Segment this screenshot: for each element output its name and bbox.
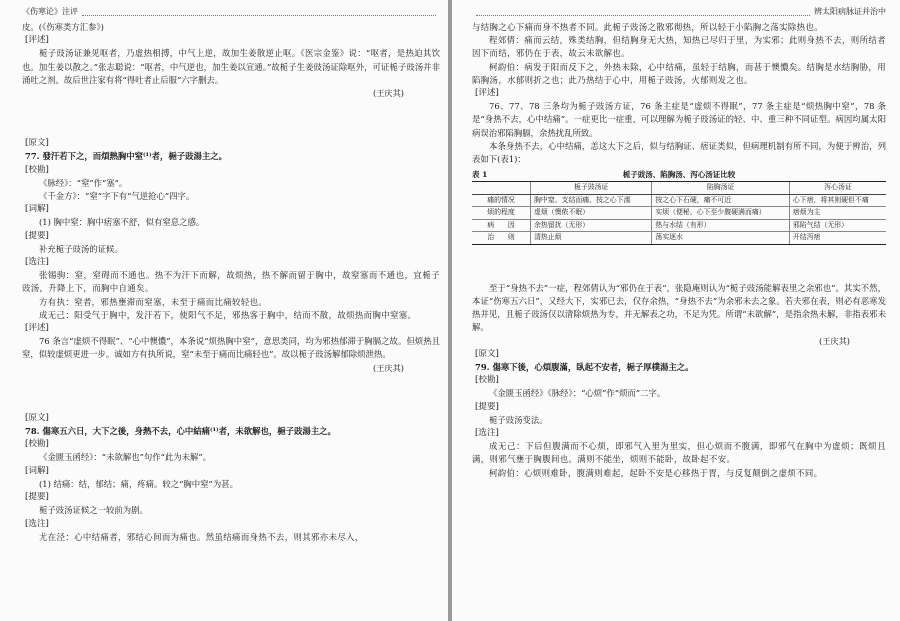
section-label: [选注] (25, 257, 49, 268)
table-header-cell: 栀子豉汤证 (531, 182, 652, 195)
right-page-body-bottom (472, 261, 886, 480)
spacer (22, 391, 440, 396)
table-body (472, 194, 886, 244)
body-para: 与结胸之心下痛而身不热者不同。此栀子豉汤之散邪彻热，所以轻于小陷胸之荡实除热也。 (472, 22, 823, 32)
spacer (22, 116, 440, 121)
section-label: [提要] (475, 401, 499, 412)
table-cell: 荡实逐水 (652, 232, 790, 245)
body-para: (1) 胸中窒：胸中痞塞不舒，似有窒息之感。 (39, 217, 205, 228)
body-para: (1) 结痛：结，郁结；痛，疼痛。较之“胸中窒”为甚。 (39, 478, 238, 489)
section-label: [评述] (25, 323, 49, 334)
header-dotted-rule (82, 9, 436, 16)
table-cell: 实烦（便秘，心下至少腹硬满而痛） (652, 207, 790, 220)
body-para: 《金匮玉函经》：“未欲解也”句作“此为未解”。 (39, 452, 212, 463)
comparison-table (472, 181, 886, 245)
table-cell: 虚烦（懊侬不眠） (531, 207, 652, 220)
section-label: [提要] (25, 230, 49, 241)
author-signature: (王庆其) (373, 88, 404, 99)
section-label: [原文] (25, 412, 49, 423)
table-cell: 热与水结（有形） (652, 219, 790, 232)
right-page-body-top (472, 21, 886, 166)
body-para: 柯韵伯：心烦则难卧，腹满则难起，起卧不安是心移热于胃，与反复颠倒之虚烦不同。 (489, 467, 823, 478)
body-para: 至于“身热不去”一症，程郊倩认为“邪仍在于表”，张隐庵则认为“栀子豉汤能解表里之余邪也”。其实不然，本证“伤寒五六日”，又经大下，实邪已去，仅存余热，“身热不去”为余邪未去之象。若夫邪在表，则必有恶寒发热并见，且栀子豉汤仅以清除烦热为专，并无解表之功，不足为凭。所谓“未欲解”，是指余热未解，非指表邪未解。 (472, 282, 886, 333)
table-header-cell: 陷胸汤证 (652, 182, 790, 195)
body-para: 栀子豉汤证兼见呕者，乃虚热相搏，中气上逆，故加生姜散逆止呕。《医宗金鉴》说：“呕者，是热迫其饮也。加生姜以散之。”张志聪说：“呕者，中气逆也，加生姜以宣通。”故栀子生姜豉汤证除呕外，可证栀子豉汤并非涌吐之剂。故后世注家有将“得吐者止后服”六字删去。 (22, 48, 440, 85)
body-para: 方有执：窒者，邪热壅滞而窒塞，未至于痛而比痛较轻也。 (39, 296, 268, 307)
left-page (0, 0, 448, 621)
body-para: 成无己：阳受气于胸中，发汗若下，使阳气不足，邪热客于胸中，结而不散，故烦热而胸中窒塞。 (39, 309, 417, 320)
section-label: [校勘] (475, 375, 499, 386)
section-label: [选注] (475, 427, 499, 438)
table-header-cell: 泻心汤证 (789, 182, 886, 195)
table-row (472, 219, 886, 232)
body-para: 尤在泾：心中结痛者，邪结心间而为痛也。然虽结痛而身热不去，则其邪亦未尽入， (39, 531, 364, 542)
body-para: 《金匮玉函经》《脉经》：“心烦”作“烦而”二字。 (489, 388, 666, 399)
table-row-header: 烦的程度 (472, 207, 531, 220)
left-page-header (22, 6, 440, 18)
body-para: 柯韵伯：病发于阳而反下之，外热未除，心中结痛，虽轻于结胸，而甚于懊憹矣。结胸是水结胸胁，用陷胸汤，水郁则折之也；此乃热结于心中，用栀子豉汤，火郁则发之也。 (472, 61, 886, 85)
body-para: 补充栀子豉汤的证候。 (39, 243, 123, 254)
body-para: 76、77、78 三条均为栀子豉汤方证，76 条主症是“虚烦不得眠”，77 条主症是“烦热胸中窒”，78 条是“身热不去，心中结痛”。一症更比一症重，可以理解为栀子豉汤证的轻、中、重三种不同证型。病因均属太阳病误治邪陷胸膈，余热扰乱所致。 (472, 101, 886, 138)
table-row-header: 治 则 (472, 232, 531, 245)
section-label: [评述] (475, 88, 499, 99)
table-cell: 余热留扰（无形） (531, 219, 652, 232)
comparison-table-block (472, 169, 886, 245)
body-para: 皮。(《伤寒类方汇参》) (22, 22, 104, 32)
body-para: 本条身热不去，心中结痛，恙这大下之后，似与结胸证、痞证类似，但病理机制有所不同，为便于辨治，列表如下(表1)： (472, 140, 886, 165)
section-label: [提要] (25, 492, 49, 503)
table-row-header: 病 因 (472, 219, 531, 232)
table-row-header: 痛的情况 (472, 194, 531, 207)
author-signature: (王庆其) (373, 362, 404, 373)
section-label: [校勘] (25, 439, 49, 450)
table-row (472, 207, 886, 220)
right-page (452, 0, 900, 621)
body-para: 76 条言“虚烦不得眠”、“心中懊憹”，本条说“烦热胸中窒”，意思类同，均为邪热郁滞于胸膈之故。但烦热且窒，似较虚烦更进一步。诚如方有执所说，窒“未至于痛而比痛轻也”。故以栀子豉汤解郁除烦泄热。 (22, 336, 440, 360)
author-signature: (王庆其) (819, 335, 850, 346)
body-para: 张锡驹：窒，窒碍而不通也。热不为汗下而解，故烦热，热不解而留于胸中，故窒塞而不通也，宜栀子豉汤，升降上下，而胸中自通矣。 (22, 270, 440, 294)
header-dotted-rule (476, 9, 810, 16)
body-para: 《脉经》：“窒”作“塞”。 (39, 177, 128, 188)
body-para: 栀子豉汤变法。 (489, 414, 548, 425)
section-label: [校勘] (25, 164, 49, 175)
right-header-title: 辨太阳病脉证并治中 (814, 7, 886, 16)
table-cell: 开结泻痞 (789, 232, 886, 245)
table-header-cell (472, 182, 531, 195)
section-label: [原文] (475, 348, 499, 359)
body-para: 成无己：下后但腹满而不心烦，即邪气入里为里实，但心烦而不腹满，即邪气在胸中为虚烦；既烦且满，则邪气壅于胸腹间也。满则不能坐，烦则不能卧，故卧起不安。 (472, 441, 886, 465)
original-text-para: 78. 傷寒五六日，大下之後，身熱不去，心中結痛⁽¹⁾者，未欲解也，梔子豉湯主之。 (25, 426, 336, 437)
table-title: 栀子豉汤、陷胸汤、泻心汤证比较 (622, 170, 736, 180)
table-row (472, 194, 886, 207)
body-para: 栀子豉汤证候之一较前为剧。 (39, 505, 148, 516)
spacer (472, 261, 886, 266)
table-cell: 痞烦为主 (789, 207, 886, 220)
table-cell: 胸中窒、支结而痛、按之心下濡 (531, 194, 652, 207)
table-number: 表 1 (472, 170, 488, 180)
body-para: 程郊倩：痛而云结，殊类结胸，但结胸身无大热，知热已尽归于里，为实邪；此则身热不去，则所结者因下而结，邪仍在于表，故云未欲解也。 (472, 35, 886, 59)
table-caption (472, 169, 886, 180)
section-label: [词解] (25, 465, 49, 476)
section-label: [词解] (25, 204, 49, 215)
section-label: [原文] (25, 138, 49, 149)
left-header-title: 《伤寒论》注评 (22, 7, 78, 16)
right-page-header (472, 6, 886, 18)
table-cell: 邪陷气结（无形） (789, 219, 886, 232)
original-text-para: 79. 傷寒下後，心煩腹滿，臥起不安者，梔子厚樸湯主之。 (475, 361, 694, 372)
left-page-body (22, 21, 440, 544)
table-cell: 清热止烦 (531, 232, 652, 245)
section-label: [评述] (25, 35, 49, 46)
section-label: [选注] (25, 518, 49, 529)
table-cell: 心下痞，将其则硬但不痛 (789, 194, 886, 207)
original-text-para: 77. 發汗若下之，而煩熱胸中窒⁽¹⁾者，梔子豉湯主之。 (25, 151, 228, 162)
table-row (472, 232, 886, 245)
table-header-row (472, 182, 886, 195)
body-para: 《千金方》：“窒”字下有“气逆抢心”四字。 (39, 191, 195, 202)
table-cell: 按之心下石硬，痛不可近 (652, 194, 790, 207)
